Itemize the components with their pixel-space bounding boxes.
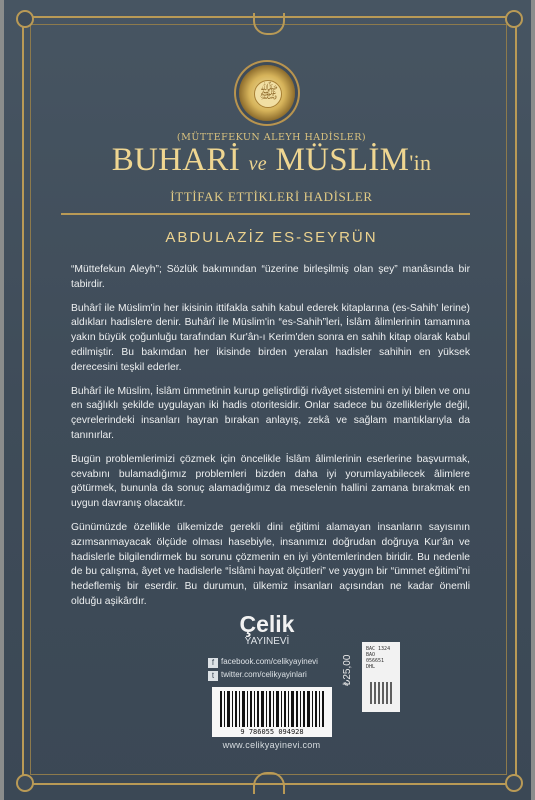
back-cover-text (71, 263, 470, 619)
title-part-1: BUHARİ (111, 142, 240, 178)
sticker-text: BAC 1324 BAO 056651 DHL (366, 646, 391, 670)
corner-ornament (16, 774, 34, 792)
divider-line (61, 213, 470, 215)
isbn-number: 9 786055 094928 (240, 728, 304, 736)
qr-code-icon (370, 682, 392, 704)
paragraph: Buhârî ile Müslim'in her ikisinin ittifakla sahih kabul ederek kitaplarına (es-Sahih' lerine) aldıkları hadislere denir. Buhârî ile Müslim'in “es-Sahih”leri, İslâm âlimlerinin tamamına yakın büyük çoğunluğu tarafından Kur'ân-ı Kerim'den sonra en sahih kitap olarak kabul edilmiştir. Bu bakımdan her ikisinde birden yeralan hadisler sahihin en yüksek derecesini teşkil ederler. (71, 302, 470, 373)
publisher-logo (222, 612, 312, 647)
facebook-icon: f (208, 658, 218, 668)
title-part-2: MÜSLİM (275, 142, 410, 178)
corner-ornament (16, 10, 34, 28)
paragraph: “Müttefekun Aleyh”; Sözlük bakımından “üzerine birleşilmiş olan şey” manâsında bir tabirdir. (71, 264, 470, 290)
medallion-center-icon (254, 80, 282, 108)
book-back-cover (4, 0, 531, 800)
title-suffix: 'in (409, 150, 432, 175)
series-label: (MÜTTEFEKUN ALEYH HADİSLER) (176, 132, 367, 143)
author-name: ABDULAZİZ ES-SEYRÜN (165, 229, 378, 246)
paragraph: Günümüzde özellikle ülkemizde gerekli dini eğitimi alamayan insanların sayısının azımsanmayacak ölçüde olması hasebiyle, insanımızı doğrudan doğruya Kur'ân ve hadislerle bilgilendirmek bu sorunu çözmenin en iyi yöntemlerinden biridir. Bu nedenle de bu çalışma, âyet ve hadislerle “İslâmi hayat ölçütleri” ve yaygın bir “ümmet eğitimi”ni hedeflemiş bir eserdir. Bu durumun, ülkemiz insanları açısından ne kadar önemli olduğu aşikârdır. (71, 521, 470, 607)
publisher-subtitle: YAYINEVİ (244, 636, 290, 647)
barcode (212, 687, 332, 737)
title-connector: ve (248, 153, 267, 175)
paragraph: Bugün problemlerimizi çözmek için öncelikle İslâm âlimlerinin eserlerine başvurmak, cevabını bulamadığımız problemleri bizden daha iyi yorumlayabilecek âlimlere götürmek, bununla da sonuç alamadığımız da meselenin hallini zamana bırakmak en uygun davranış olacaktır. (71, 453, 470, 510)
book-title (4, 142, 535, 179)
price-label: ₺25,00 (342, 654, 353, 686)
twitter-icon: t (208, 671, 218, 681)
publisher-website: www.celikyayinevi.com (222, 740, 321, 750)
twitter-line (208, 670, 307, 681)
paragraph: Buhârî ile Müslim, İslâm ümmetinin kurup geliştirdiği rivâyet sistemini en iyi bilen ve onu en sağlıklı şekilde uygulayan iki hadis otoritesidir. Onlar sadece bu özellikleriyle değil, çevrelerindeki insanları hayran bırakan anlayış, zekâ ve sağlam mantıklarıyla da tanınırlar. (71, 385, 470, 441)
facebook-line (208, 657, 318, 668)
book-subtitle: İTTİFAK ETTİKLERİ HADİSLER (170, 189, 373, 204)
facebook-url: facebook.com/celikyayinevi (221, 657, 318, 666)
twitter-url: twitter.com/celikyayinlari (221, 670, 307, 679)
corner-ornament (505, 10, 523, 28)
label-sticker (362, 642, 400, 712)
corner-ornament (505, 774, 523, 792)
publisher-name: Çelik (239, 611, 295, 637)
bottom-ornament (253, 772, 285, 794)
